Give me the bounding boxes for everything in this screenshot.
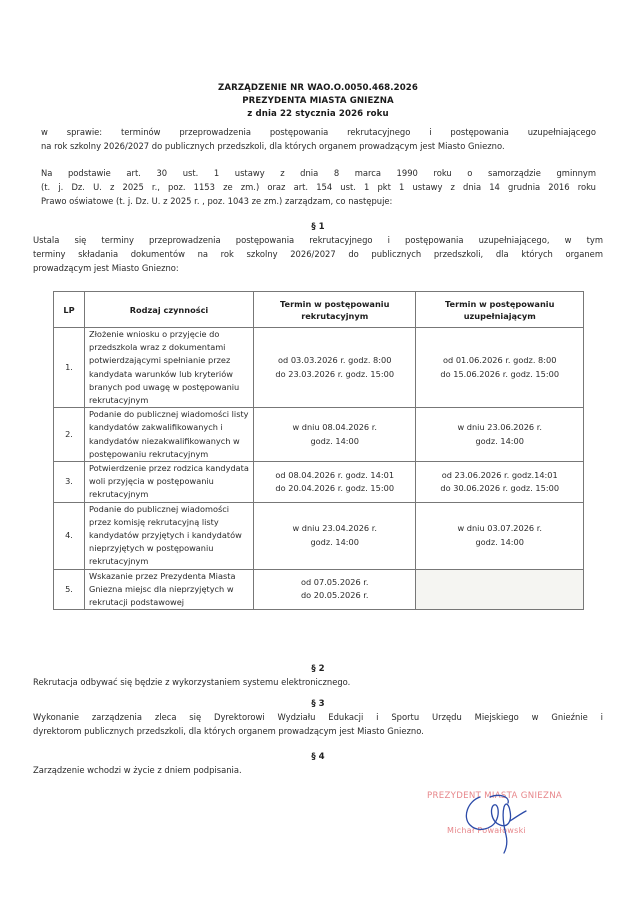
term-start: od 08.04.2026 r. godz. 14:01 <box>275 469 395 480</box>
section-4-heading: § 4 <box>311 752 325 762</box>
legal-basis-line-3: Prawo oświatowe (t. j. Dz. U. z 2025 r. , poz. 1043 ze zm.) zarządzam, co następuje: <box>41 196 393 206</box>
term-date: w dniu 23.06.2026 r. <box>457 422 542 433</box>
table-row <box>54 502 584 569</box>
row-activity: Złożenie wniosku o przyjęcie do przedszkola wraz z dokumentami potwierdzającymi spełnianie przez kandydata warunków lub kryteriów branych pod uwagę w postępowaniu rekrutacyjnym <box>85 328 254 408</box>
section-1-line-2: terminy składania dokumentów na rok szkolny 2026/2027 do publicznych przedszkoli, dla których organem <box>33 249 603 259</box>
stamp-name: Michał Powałowski <box>447 826 527 835</box>
row-supplementary-term-empty <box>416 569 584 610</box>
header-supplementary: Termin w postępowaniu uzupełniającym <box>416 292 584 328</box>
recruitment-schedule-table <box>53 291 584 610</box>
term-time: godz. 14:00 <box>310 435 359 446</box>
term-end: do 20.04.2026 r. godz. 15:00 <box>275 482 395 493</box>
section-1-line-3: prowadzącym jest Miasto Gniezno: <box>33 263 179 273</box>
row-activity: Podanie do publicznej wiadomości przez komisję rekrutacyjną listy kandydatów przyjętych i kandydatów nieprzyjętych w postępowaniu rekrutacyjnym <box>85 502 254 569</box>
row-recruitment-term <box>254 502 416 569</box>
subject-line-1: w sprawie: terminów przeprowadzenia postępowania rekrutacyjnego i postępowania uzupełniającego <box>41 127 596 137</box>
issuer-title: PREZYDENTA MIASTA GNIEZNA <box>242 96 394 106</box>
row-lp: 1. <box>54 328 85 408</box>
term-time: godz. 14:00 <box>475 435 524 446</box>
term-date: w dniu 03.07.2026 r. <box>457 523 542 534</box>
row-lp: 2. <box>54 408 85 462</box>
row-lp: 3. <box>54 462 85 503</box>
row-lp: 4. <box>54 502 85 569</box>
section-2-text: Rekrutacja odbywać się będzie z wykorzystaniem systemu elektronicznego. <box>33 677 351 687</box>
header-lp: LP <box>54 292 85 328</box>
header-activity: Rodzaj czynności <box>85 292 254 328</box>
term-end: do 15.06.2026 r. godz. 15:00 <box>440 368 560 379</box>
section-3-line-1: Wykonanie zarządzenia zleca się Dyrektorowi Wydziału Edukacji i Sportu Urzędu Miejskiego w Gnieźnie i <box>33 712 603 722</box>
term-start: od 07.05.2026 r. <box>300 577 369 588</box>
row-supplementary-term <box>416 408 584 462</box>
term-time: godz. 14:00 <box>475 536 524 547</box>
ordinance-date: z dnia 22 stycznia 2026 roku <box>247 109 389 119</box>
term-date: w dniu 08.04.2026 r. <box>292 422 377 433</box>
term-end: do 23.03.2026 r. godz. 15:00 <box>275 368 395 379</box>
section-4-text: Zarządzenie wchodzi w życie z dniem podpisania. <box>33 765 242 775</box>
row-recruitment-term <box>254 569 416 610</box>
table-row <box>54 569 584 610</box>
handwritten-signature-icon <box>460 787 550 857</box>
table-row <box>54 462 584 503</box>
term-time: godz. 14:00 <box>310 536 359 547</box>
term-end: do 20.05.2026 r. <box>300 590 369 601</box>
section-3-heading: § 3 <box>311 699 325 709</box>
ordinance-number: ZARZĄDZENIE NR WAO.O.0050.468.2026 <box>218 83 418 93</box>
section-3-line-2: dyrektorom publicznych przedszkoli, dla których organem prowadzącym jest Miasto Gniezno. <box>33 726 424 736</box>
legal-basis-line-2: (t. j. Dz. U. z 2025 r., poz. 1153 ze zm.) oraz art. 154 ust. 1 pkt 1 ustawy z dnia 14 grudnia 2016 roku <box>41 182 596 192</box>
row-activity: Podanie do publicznej wiadomości listy kandydatów zakwalifikowanych i kandydatów niezakwalifikowanych w postępowaniu rekrutacyjnym <box>85 408 254 462</box>
table-header-row <box>54 292 584 328</box>
term-date: w dniu 23.04.2026 r. <box>292 523 377 534</box>
term-start: od 01.06.2026 r. godz. 8:00 <box>443 355 557 366</box>
term-start: od 03.03.2026 r. godz. 8:00 <box>278 355 392 366</box>
header-recruitment: Termin w postępowaniu rekrutacyjnym <box>254 292 416 328</box>
table-row <box>54 408 584 462</box>
row-supplementary-term <box>416 328 584 408</box>
row-recruitment-term <box>254 462 416 503</box>
term-end: do 30.06.2026 r. godz. 15:00 <box>440 482 560 493</box>
section-2-heading: § 2 <box>311 664 325 674</box>
term-start: od 23.06.2026 r. godz.14:01 <box>441 469 558 480</box>
row-recruitment-term <box>254 328 416 408</box>
row-activity: Potwierdzenie przez rodzica kandydata woli przyjęcia w postępowaniu rekrutacyjnym <box>85 462 254 503</box>
table-row <box>54 328 584 408</box>
stamp-title: PREZYDENT MIASTA GNIEZNA <box>427 791 563 801</box>
section-1-heading: § 1 <box>311 222 325 232</box>
row-supplementary-term <box>416 462 584 503</box>
row-activity: Wskazanie przez Prezydenta Miasta Gniezna miejsc dla nieprzyjętych w rekrutacji podstawowej <box>85 569 254 610</box>
subject-line-2: na rok szkolny 2026/2027 do publicznych przedszkoli, dla których organem prowadzącym jest Miasto Gniezno. <box>41 141 505 151</box>
section-1-line-1: Ustala się terminy przeprowadzenia postępowania rekrutacyjnego i postępowania uzupełniającego, w tym <box>33 235 603 245</box>
row-recruitment-term <box>254 408 416 462</box>
row-supplementary-term <box>416 502 584 569</box>
row-lp: 5. <box>54 569 85 610</box>
signature-stroke <box>466 795 526 853</box>
legal-basis-line-1: Na podstawie art. 30 ust. 1 ustawy z dnia 8 marca 1990 roku o samorządzie gminnym <box>41 168 596 178</box>
